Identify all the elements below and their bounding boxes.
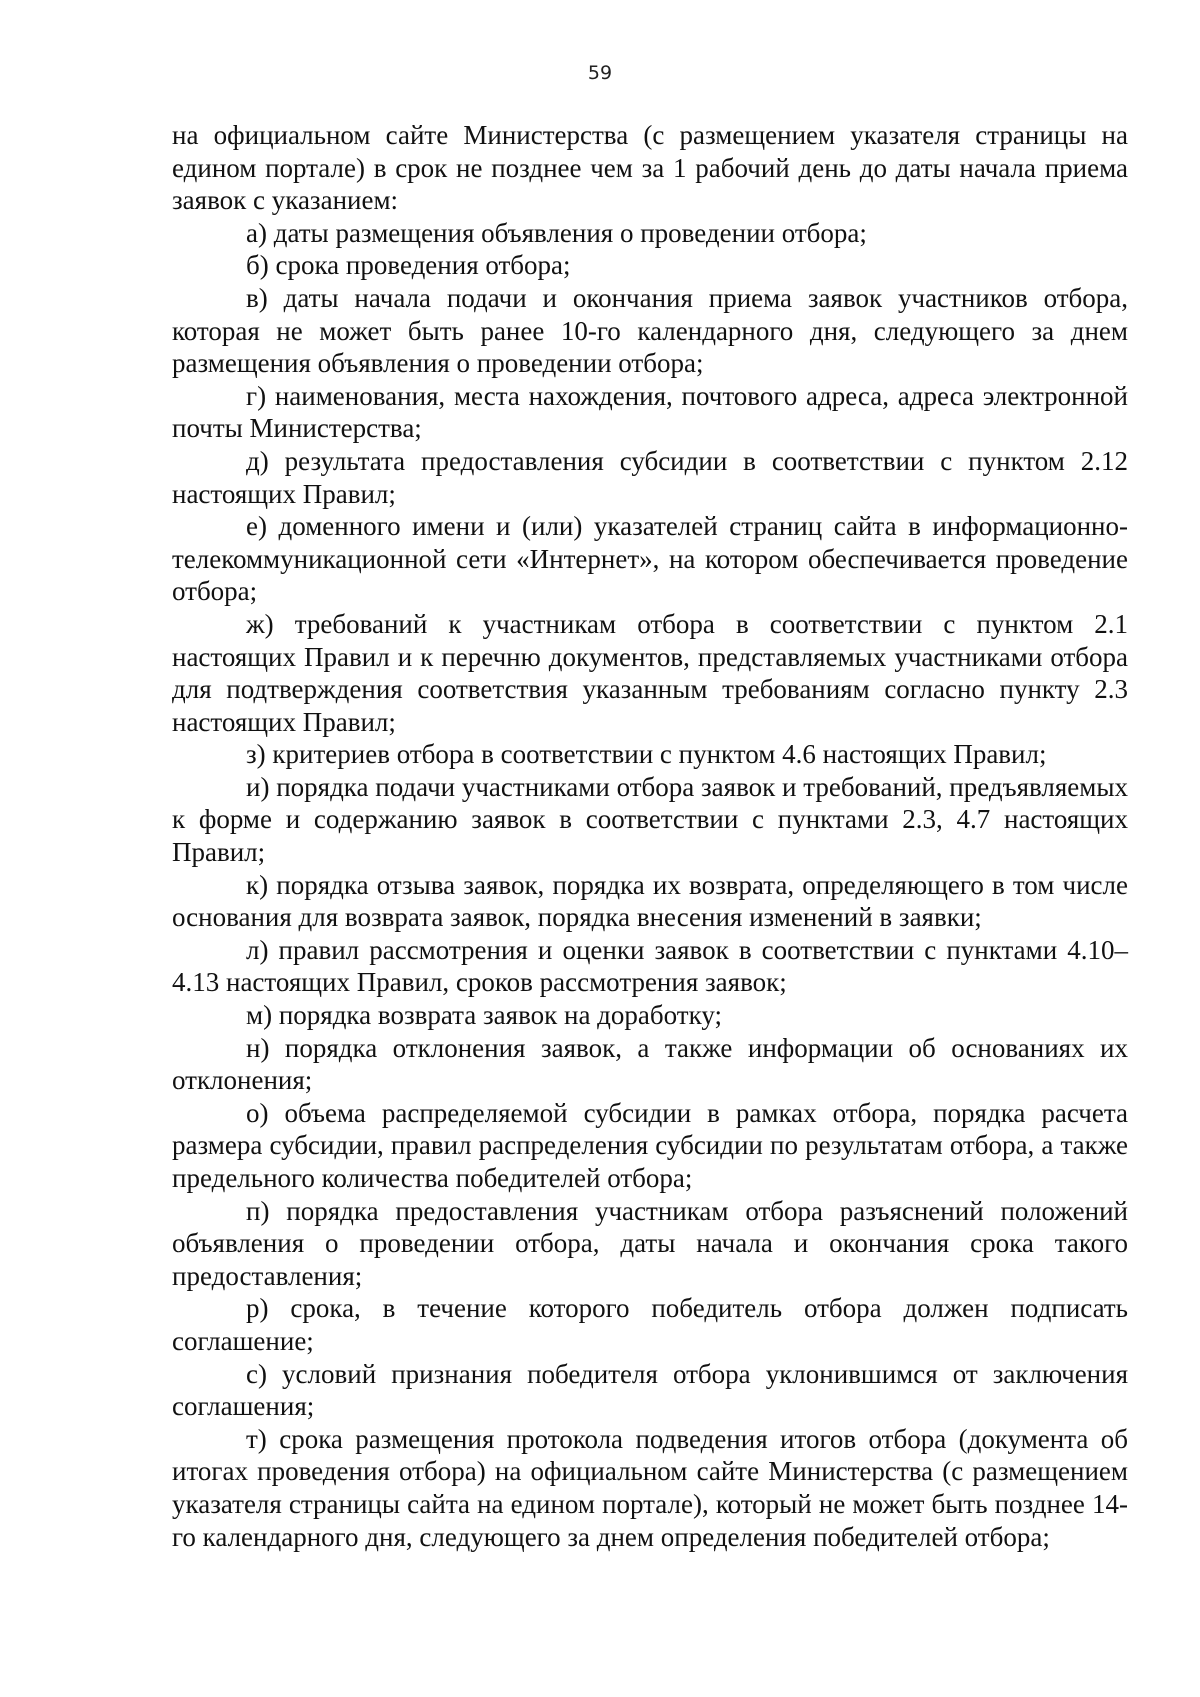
list-item-a: а) даты размещения объявления о проведении отбора; (246, 217, 867, 248)
list-item-p: п) порядка предоставления участникам отбора разъяснений положений объявления о проведении отбора, даты начала и окончания срока такого предоставления; (172, 1195, 1128, 1291)
document-body (172, 119, 1128, 1553)
list-item-z: з) критериев отбора в соответствии с пунктом 4.6 настоящих Правил; (246, 739, 1047, 770)
list-item-d: д) результата предоставления субсидии в соответствии с пунктом 2.12 настоящих Правил; (172, 445, 1128, 509)
list-item-m: м) порядка возврата заявок на доработку; (246, 1000, 722, 1031)
paragraph-intro: на официальном сайте Министерства (с размещением указателя страницы на едином портале) в срок не позднее чем за 1 рабочий день до даты начала приема заявок с указанием: (172, 120, 1128, 216)
list-item-l: л) правил рассмотрения и оценки заявок в соответствии с пунктами 4.10–4.13 настоящих Правил, сроков рассмотрения заявок; (172, 934, 1128, 998)
list-item-o: о) объема распределяемой субсидии в рамках отбора, порядка расчета размера субсидии, правил распределения субсидии по результатам отбора, а также предельного количества победителей отбора; (172, 1097, 1128, 1193)
list-item-n: н) порядка отклонения заявок, а также информации об основаниях их отклонения; (172, 1032, 1128, 1096)
list-item-g: г) наименования, места нахождения, почтового адреса, адреса электронной почты Министерства; (172, 380, 1128, 444)
list-item-b: б) срока проведения отбора; (246, 250, 571, 281)
list-item-i: и) порядка подачи участниками отбора заявок и требований, предъявляемых к форме и содержанию заявок в соответствии с пунктами 2.3, 4.7 настоящих Правил; (172, 771, 1128, 868)
list-item-t: т) срока размещения протокола подведения итогов отбора (документа об итогах проведения отбора) на официальном сайте Министерства (с размещением указателя страницы сайта на едином портале), который не может быть позднее 14-го календарного дня, следующего за днем определения победителей отбора; (172, 1423, 1128, 1552)
list-item-r: р) срока, в течение которого победитель отбора должен подписать соглашение; (172, 1293, 1128, 1356)
list-item-e: е) доменного имени и (или) указателей страниц сайта в информационно-телекоммуникационной сети «Интернет», на котором обеспечивается проведение отбора; (172, 511, 1128, 607)
list-item-s: с) условий признания победителя отбора уклонившимся от заключения соглашения; (172, 1358, 1128, 1422)
page-number: 59 (587, 62, 613, 84)
list-item-v: в) даты начала подачи и окончания приема заявок участников отбора, которая не может быть ранее 10-го календарного дня, следующего за днем размещения объявления о проведении отбора; (172, 282, 1128, 379)
list-item-zh: ж) требований к участникам отбора в соответствии с пунктом 2.1 настоящих Правил и к перечню документов, представляемых участниками отбора для подтверждения соответствия указанным требованиям согласно пункту 2.3 настоящих Правил; (172, 608, 1128, 737)
list-item-k: к) порядка отзыва заявок, порядка их возврата, определяющего в том числе основания для возврата заявок, порядка внесения изменений в заявки; (172, 869, 1128, 933)
